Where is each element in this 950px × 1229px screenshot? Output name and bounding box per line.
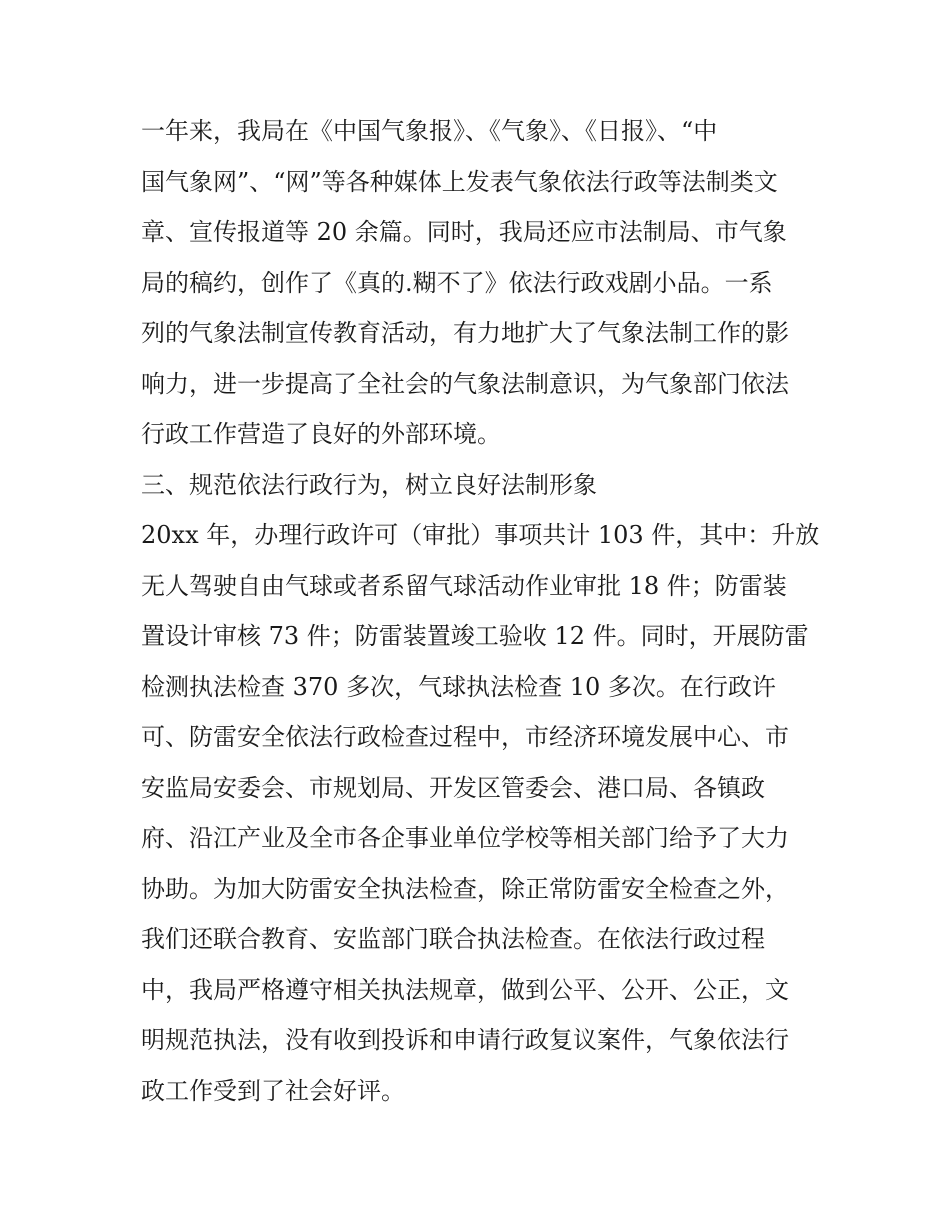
text-line: 一年来，我局在《中国气象报》、《气象》、《日报》、“中 [141,117,718,145]
document-body [141,106,821,1116]
text-line: 中，我局严格遵守相关执法规章，做到公平、公开、公正，文 [141,975,789,1004]
text-line: 列的气象法制宣传教育活动，有力地扩大了气象法制工作的影 [141,319,789,347]
section-heading: 三、规范依法行政行为，树立良好法制形象 [141,470,597,499]
text-line: 我们还联合教育、安监部门联合执法检查。在依法行政过程 [141,925,765,953]
text-line: 明规范执法，没有收到投诉和申请行政复议案件，气象依法行 [141,1026,789,1054]
text-line: 无人驾驶自由气球或者系留气球活动作业审批 18 件；防雷装 [141,571,787,600]
text-line: 章、宣传报道等 20 余篇。同时，我局还应市法制局、市气象 [141,218,787,246]
text-line: 国气象网”、“网”等各种媒体上发表气象依法行政等法制类文 [141,167,778,196]
text-line: 置设计审核 73 件；防雷装置竣工验收 12 件。同时，开展防雷 [141,622,809,650]
text-line: 安监局安委会、市规划局、开发区管委会、港口局、各镇政 [141,773,765,802]
text-line: 20xx 年，办理行政许可（审批）事项共计 103 件，其中：升放 [141,521,820,549]
text-line: 协助。为加大防雷安全执法检查，除正常防雷安全检查之外， [141,874,789,903]
text-line: 局的稿约，创作了《真的.糊不了》依法行政戏剧小品。一系 [141,268,773,297]
text-line: 行政工作营造了良好的外部环境。 [141,420,501,448]
text-line: 政工作受到了社会好评。 [141,1076,405,1105]
text-line: 可、防雷安全依法行政检查过程中，市经济环境发展中心、市 [141,723,789,751]
text-line: 响力，进一步提高了全社会的气象法制意识，为气象部门依法 [141,369,789,398]
text-line: 府、沿江产业及全市各企事业单位学校等相关部门给予了大力 [141,824,789,852]
text-line: 检测执法检查 370 多次，气球执法检查 10 多次。在行政许 [141,672,776,701]
